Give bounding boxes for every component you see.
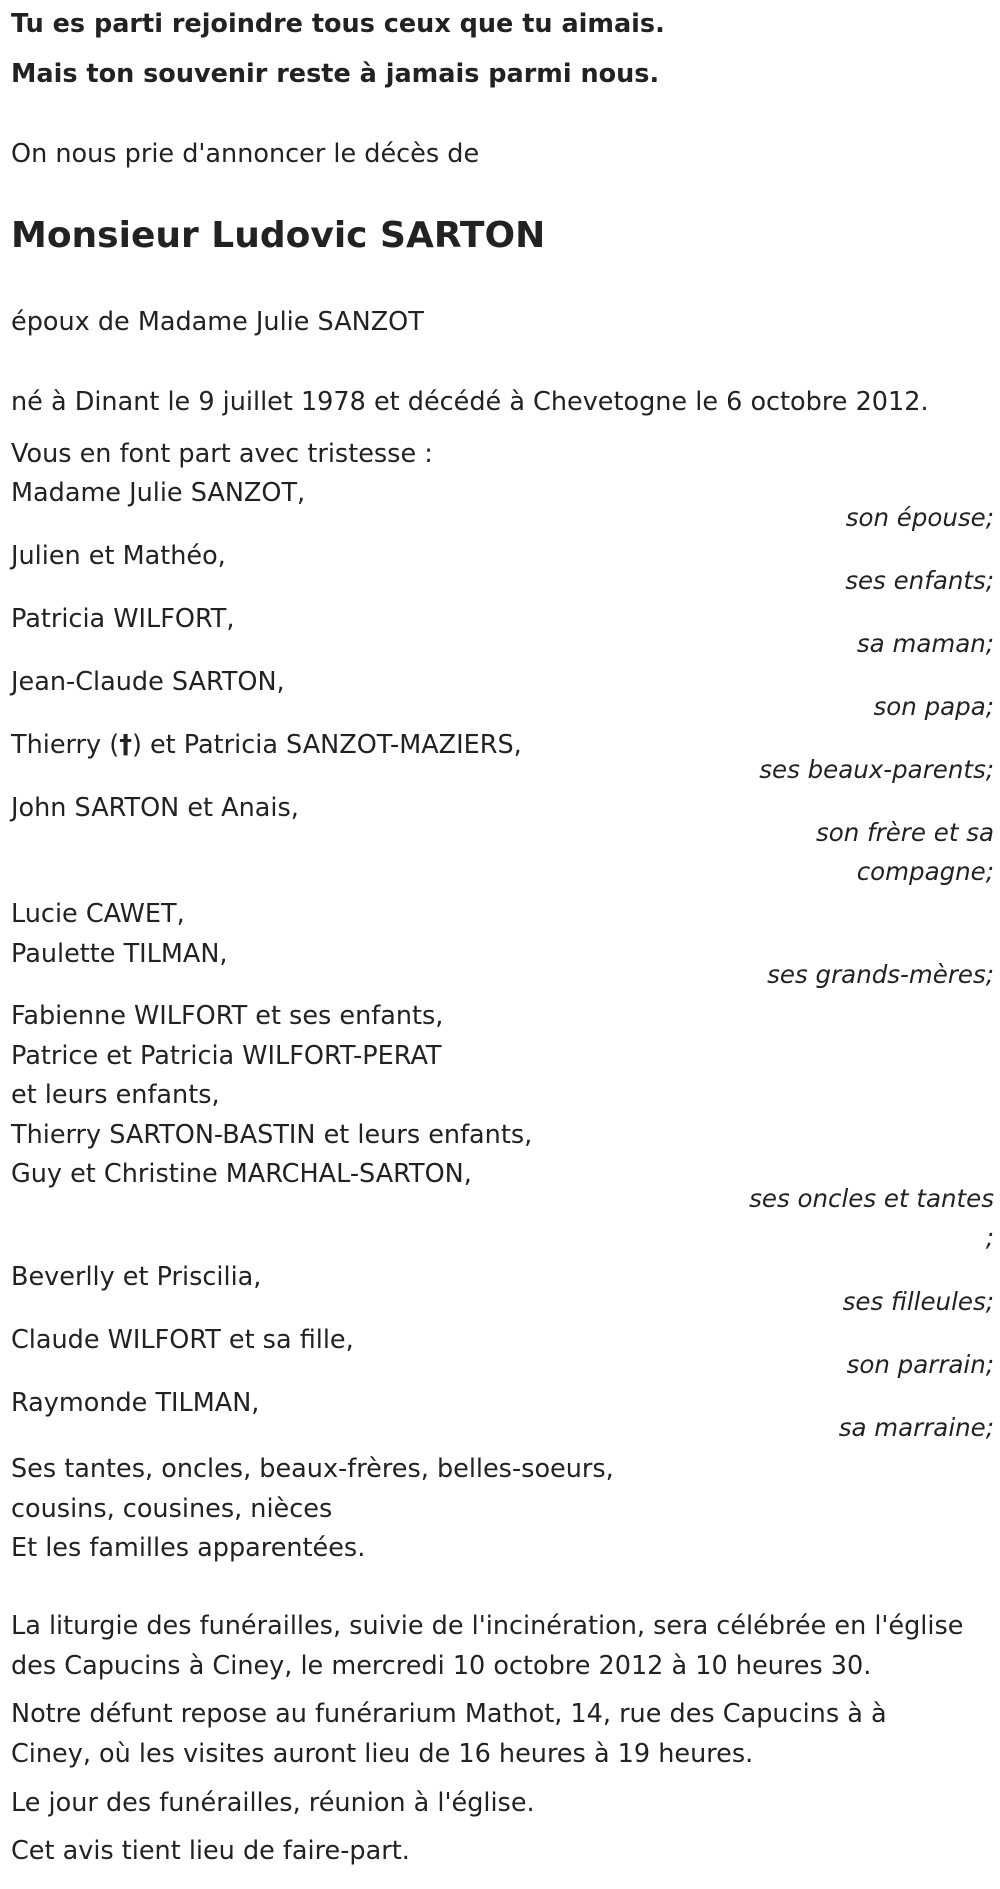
epitaph-line-1: Tu es parti rejoindre tous ceux que tu aimais. — [11, 9, 665, 39]
notice-line: Cet avis tient lieu de faire-part. — [11, 1836, 410, 1866]
spouse-line: époux de Madame Julie SANZOT — [11, 307, 424, 337]
family-role-line: compagne; — [856, 857, 994, 886]
family-name-line: Fabienne WILFORT et ses enfants, — [11, 1001, 444, 1031]
liturgy-paragraph — [11, 1607, 963, 1686]
family-names-block — [11, 997, 532, 1195]
family-names-block — [11, 1450, 614, 1569]
epitaph-line-2: Mais ton souvenir reste à jamais parmi nous. — [11, 59, 660, 89]
family-name-line: Ses tantes, oncles, beaux-frères, belles-soeurs, — [11, 1454, 614, 1484]
family-role-line: ses oncles et tantes — [749, 1184, 994, 1213]
family-name-line: Julien et Mathéo, — [11, 541, 226, 571]
family-role-line: son frère et sa — [815, 818, 994, 847]
family-name-prefix: Thierry ( — [11, 730, 120, 760]
family-name-line: Thierry SARTON-BASTIN et leurs enfants, — [11, 1119, 533, 1150]
family-name-line: Raymonde TILMAN, — [11, 1388, 260, 1418]
family-role: son épouse; — [845, 503, 994, 532]
intro-text: On nous prie d'annoncer le décès de — [11, 139, 480, 169]
family-role-line: ; — [985, 1223, 994, 1252]
family-name-line: Beverlly et Priscilia, — [11, 1262, 262, 1292]
liturgy-line: des Capucins à Ciney, le mercredi 10 octobre 2012 à 10 heures 30. — [11, 1650, 872, 1681]
family-role: sa maman; — [856, 629, 994, 658]
family-role: ses filleules; — [842, 1287, 994, 1316]
liturgy-line: La liturgie des funérailles, suivie de l'incinération, sera célébrée en l'église — [11, 1611, 964, 1641]
family-names-block — [11, 895, 228, 974]
family-name-line: et leurs enfants, — [11, 1080, 220, 1110]
family-name-line: Et les familles apparentées. — [11, 1533, 366, 1563]
rest-paragraph — [11, 1695, 887, 1774]
rest-line: Notre défunt repose au funérarium Mathot, 14, rue des Capucins à à — [11, 1699, 887, 1729]
family-role: sa marraine; — [838, 1413, 994, 1442]
family-name-line: Jean-Claude SARTON, — [11, 667, 285, 697]
birth-death-line: né à Dinant le 9 juillet 1978 et décédé à Chevetogne le 6 octobre 2012. — [11, 387, 929, 417]
family-role: son papa; — [873, 692, 994, 721]
family-name-line: Madame Julie SANZOT, — [11, 478, 306, 508]
family-name-line: Lucie CAWET, — [11, 899, 185, 929]
family-name-line: John SARTON et Anais, — [11, 793, 299, 823]
family-role: ses beaux-parents; — [759, 755, 994, 784]
rest-line: Ciney, où les visites auront lieu de 16 heures à 19 heures. — [11, 1738, 754, 1769]
family-role: ses enfants; — [845, 566, 994, 595]
family-name-line — [11, 729, 522, 761]
family-name-line: cousins, cousines, nièces — [11, 1493, 333, 1524]
family-name-line: Guy et Christine MARCHAL-SARTON, — [11, 1159, 472, 1189]
family-name-suffix: ) et Patricia SANZOT-MAZIERS, — [131, 730, 522, 760]
family-name-line: Patricia WILFORT, — [11, 604, 235, 634]
family-name-line: Paulette TILMAN, — [11, 938, 228, 969]
family-role: son parrain; — [846, 1350, 994, 1379]
deceased-name: Monsieur Ludovic SARTON — [11, 215, 546, 256]
meeting-line: Le jour des funérailles, réunion à l'église. — [11, 1788, 535, 1818]
announce-line: Vous en font part avec tristesse : — [11, 439, 433, 469]
family-name-line: Claude WILFORT et sa fille, — [11, 1325, 354, 1355]
family-role: ses grands-mères; — [767, 960, 994, 989]
family-name-line: Patrice et Patricia WILFORT-PERAT — [11, 1040, 442, 1071]
cross-icon: † — [119, 730, 132, 760]
